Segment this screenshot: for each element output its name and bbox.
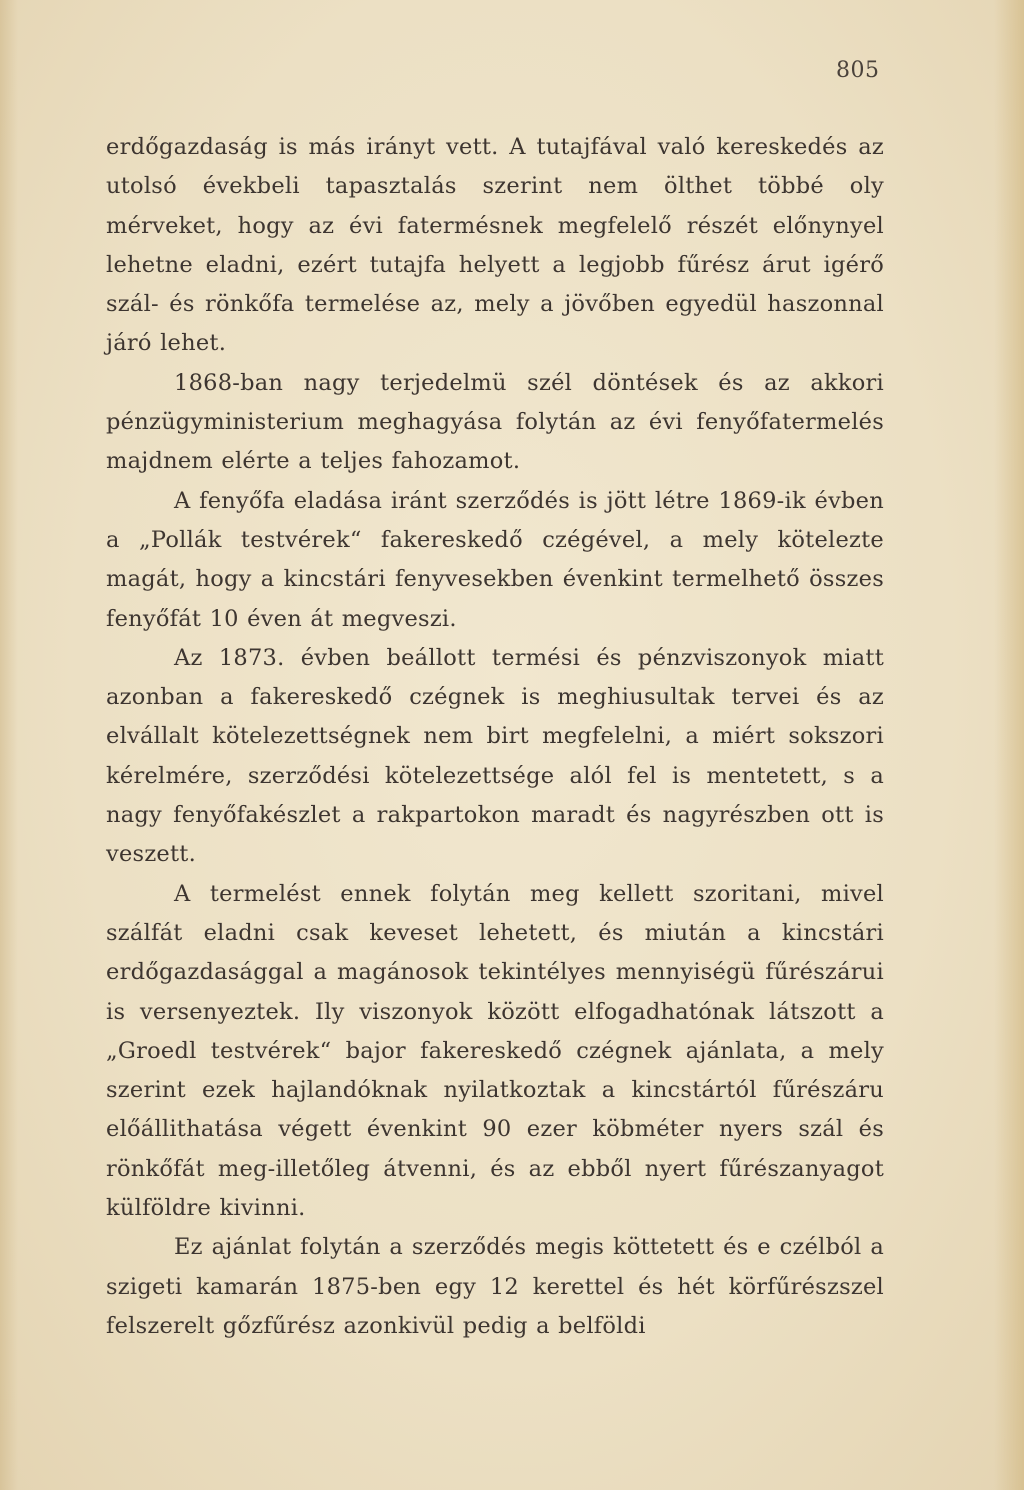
- paragraph: 1868-ban nagy terjedelmü szél döntések és az akkori pénzügyministerium meghagyása folytán az évi fenyőfatermelés majdnem elérte a teljes fahozamot.: [106, 369, 884, 475]
- body-text: [106, 128, 884, 1346]
- paragraph: Az 1873. évben beállott termési és pénzviszonyok miatt azonban a fakereskedő czégnek is meghiusultak tervei és az elvállalt kötelezettségnek nem birt megfelelni, a miért sokszori kérelmére, szerződési kötelezettsége alól fel is mentetett, s a nagy fenyőfakészlet a rakpartokon maradt és nagyrészben ott is veszett.: [106, 644, 884, 868]
- paragraph: Ez ajánlat folytán a szerződés megis köttetett és e czélból a szigeti kamarán 1875-ben egy 12 kerettel és hét körfűrészszel felszerelt gőzfűrész azonkivül pedig a belföldi: [106, 1234, 884, 1339]
- page-number: 805: [836, 58, 880, 83]
- page-edge-shadow-left: [0, 0, 18, 1490]
- paragraph: erdőgazdaság is más irányt vett. A tutajfával való kereskedés az utolsó évekbeli tapasztalás szerint nem ölthet többé oly mérveket, hogy az évi fatermésnek megfelelő részét előnynyel lehetne eladni, ezért tutajfa helyett a legjobb fűrész árut igérő szál- és rönkőfa termelése az, mely a jövőben egyedül haszonnal járó lehet.: [106, 134, 884, 357]
- paragraph: A termelést ennek folytán meg kellett szoritani, mivel szálfát eladni csak keveset lehetett, és miután a kincstári erdőgazdasággal a magánosok tekintélyes mennyiségü fűrészárui is versenyeztek. Ily viszonyok között elfogadhatónak látszott a „Groedl testvérek“ bajor fakereskedő czégnek ajánlata, a mely szerint ezek hajlandóknak nyilatkoztak a kincstártól fűrészáru előállithatása végett évenkint 90 ezer köbméter nyers szál és rönkőfát meg-illetőleg átvenni, és az ebből nyert fűrészanyagot külföldre kivinni.: [106, 880, 884, 1222]
- page-edge-shadow-right: [994, 0, 1024, 1490]
- paragraph: A fenyőfa eladása iránt szerződés is jött létre 1869-ik évben a „Pollák testvérek“ fakereskedő czégével, a mely kötelezte magát, hogy a kincstári fenyvesekben évenkint termelhető összes fenyőfát 10 éven át megveszi.: [106, 487, 884, 632]
